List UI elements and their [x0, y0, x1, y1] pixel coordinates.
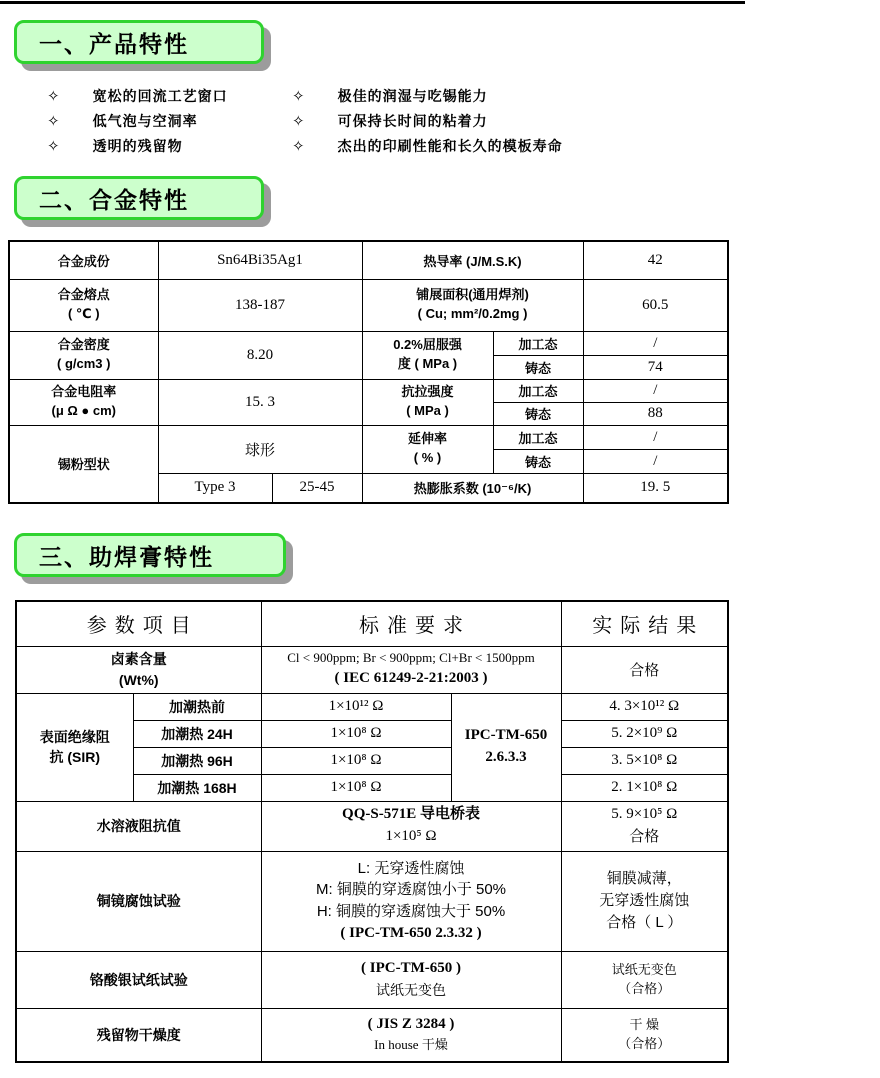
silver-chromate-label: 铬酸银试纸试验: [16, 951, 261, 1008]
feature-text: 透明的残留物: [92, 138, 183, 154]
label-line: ( MPa ): [406, 403, 449, 418]
sir-condition: 加潮热 24H: [133, 720, 261, 747]
yield-strength-label: [362, 331, 493, 379]
yield-worked-label: 加工态: [493, 331, 583, 355]
feature-text: 杰出的印刷性能和长久的模板寿命: [337, 138, 563, 154]
silver-chromate-standard: [261, 951, 561, 1008]
diamond-bullet-icon: ✧: [47, 138, 60, 155]
powder-shape-label: 锡粉型状: [9, 425, 158, 503]
halogen-result: 合格: [561, 646, 728, 693]
result-line: 5. 9×10⁵ Ω: [611, 806, 678, 823]
feature-text: 可保持长时间的粘着力: [337, 113, 488, 129]
standard-line: QQ-S-571E 导电桥表: [342, 806, 480, 823]
method-line: IPC-TM-650: [464, 727, 548, 744]
feature-text: 低气泡与空洞率: [92, 113, 198, 129]
table-row: [16, 801, 728, 851]
elongation-worked-value: /: [583, 425, 728, 449]
yield-cast-value: 74: [583, 355, 728, 379]
table-header-row: [16, 601, 728, 646]
sir-standard: 1×10⁸ Ω: [261, 720, 451, 747]
melting-point-label: [9, 279, 158, 331]
spread-area-label: [362, 279, 583, 331]
elongation-cast-value: /: [583, 449, 728, 473]
tensile-strength-label: [362, 379, 493, 425]
label-line: ( % ): [413, 450, 442, 465]
yield-worked-value: /: [583, 331, 728, 355]
diamond-bullet-icon: ✧: [292, 88, 305, 105]
table-row: [16, 951, 728, 1008]
table-row: [16, 851, 728, 951]
result-line: （合格）: [618, 1035, 671, 1051]
section1-title: 一、产品特性: [39, 30, 189, 57]
sir-standard: 1×10¹² Ω: [261, 693, 451, 720]
section3-title: 三、助焊膏特性: [39, 543, 214, 570]
table-row: [9, 425, 728, 449]
label-line: 抗 (SIR): [49, 749, 101, 765]
tensile-worked-label: 加工态: [493, 379, 583, 402]
tensile-cast-value: 88: [583, 402, 728, 425]
halogen-label: [16, 646, 261, 693]
cte-label: 热膨胀系数 (10⁻⁶/K): [362, 473, 583, 503]
label-line: 合金密度: [57, 337, 110, 353]
label-line: 铺展面积(通用焊剂): [416, 287, 529, 303]
copper-mirror-result: [561, 851, 728, 951]
standard-line: H: 铜膜的穿透腐蚀大于 50%: [316, 903, 506, 920]
header-parameter: 参数项目: [16, 601, 261, 646]
thermal-conductivity-label: 热导率 (J/M.S.K): [362, 241, 583, 279]
sir-result: 5. 2×10⁹ Ω: [561, 720, 728, 747]
section3-header: [14, 533, 286, 577]
label-line: 卤素含量: [110, 651, 167, 668]
feature-item: [47, 111, 198, 131]
density-label: [9, 331, 158, 379]
powder-type: Type 3: [158, 473, 272, 503]
result-line: （合格）: [618, 980, 671, 996]
yield-cast-label: 铸态: [493, 355, 583, 379]
halogen-standard: [261, 646, 561, 693]
copper-mirror-standard: [261, 851, 561, 951]
label-line: 0.2%屈服强: [393, 337, 462, 353]
table-row: [9, 241, 728, 279]
label-line: (μ Ω ● cm): [51, 403, 116, 418]
sir-label: [16, 693, 133, 801]
standard-line: ( IPC-TM-650 ): [361, 960, 461, 977]
dryness-result: [561, 1008, 728, 1062]
section2-header: [14, 176, 264, 220]
label-line: ( Cu; mm²/0.2mg ): [417, 306, 528, 321]
result-line: 合格（ L ）: [606, 913, 683, 931]
diamond-bullet-icon: ✧: [47, 88, 60, 105]
result-line: 无穿透性腐蚀: [599, 892, 690, 910]
method-line: 2.6.3.3: [485, 749, 527, 765]
alloy-composition-label: 合金成份: [9, 241, 158, 279]
feature-text: 宽松的回流工艺窗口: [92, 88, 228, 104]
resistivity-label: [9, 379, 158, 425]
sir-standard: 1×10⁸ Ω: [261, 774, 451, 801]
table-row: [16, 646, 728, 693]
standard-line: Cl < 900ppm; Br < 900ppm; Cl+Br < 1500ppm: [287, 650, 535, 666]
section2-title: 二、合金特性: [39, 186, 189, 213]
elongation-worked-label: 加工态: [493, 425, 583, 449]
elongation-cast-label: 铸态: [493, 449, 583, 473]
top-rule: [0, 1, 745, 4]
label-line: 延伸率: [408, 431, 448, 447]
resistivity-value: 15. 3: [158, 379, 362, 425]
label-line: 表面绝缘阻: [39, 728, 110, 745]
label-line: ( g/cm3 ): [57, 356, 111, 371]
standard-line: 1×10⁵ Ω: [385, 828, 437, 844]
silver-chromate-result: [561, 951, 728, 1008]
dryness-label: 残留物干燥度: [16, 1008, 261, 1062]
flux-properties-table: [15, 600, 729, 1063]
tensile-worked-value: /: [583, 379, 728, 402]
elongation-label: [362, 425, 493, 473]
melting-point-value: 138-187: [158, 279, 362, 331]
feature-item: [47, 86, 228, 106]
aqueous-label: 水溶液阻抗值: [16, 801, 261, 851]
powder-shape-value: 球形: [158, 425, 362, 473]
table-row: [9, 279, 728, 331]
header-result: 实际结果: [561, 601, 728, 646]
label-line: ( ℃ ): [67, 306, 100, 321]
cte-value: 19. 5: [583, 473, 728, 503]
powder-size: 25-45: [272, 473, 362, 503]
label-line: (Wt%): [118, 671, 159, 688]
alloy-properties-table: [8, 240, 729, 504]
diamond-bullet-icon: ✧: [292, 138, 305, 155]
diamond-bullet-icon: ✧: [47, 113, 60, 130]
result-line: 试纸无变色: [611, 961, 677, 977]
tensile-cast-label: 铸态: [493, 402, 583, 425]
label-line: 度 ( MPa ): [397, 356, 458, 371]
standard-line: ( IEC 61249-2-21:2003 ): [334, 670, 488, 687]
feature-item: [292, 111, 488, 131]
sir-result: 3. 5×10⁸ Ω: [561, 747, 728, 774]
diamond-bullet-icon: ✧: [292, 113, 305, 130]
standard-line: In house 干燥: [374, 1037, 448, 1053]
result-line: 铜膜减薄，: [606, 870, 682, 888]
alloy-composition-value: Sn64Bi35Ag1: [158, 241, 362, 279]
table-row: [9, 379, 728, 402]
table-row: [16, 693, 728, 720]
label-line: 合金电阻率: [51, 384, 117, 400]
label-line: 合金熔点: [57, 287, 110, 303]
label-line: 抗拉强度: [401, 384, 454, 400]
sir-standard: 1×10⁸ Ω: [261, 747, 451, 774]
header-standard: 标准要求: [261, 601, 561, 646]
feature-item: [292, 136, 563, 156]
standard-line: ( JIS Z 3284 ): [367, 1016, 455, 1033]
dryness-standard: [261, 1008, 561, 1062]
sir-result: 2. 1×10⁸ Ω: [561, 774, 728, 801]
aqueous-result: [561, 801, 728, 851]
spread-area-value: 60.5: [583, 279, 728, 331]
aqueous-standard: [261, 801, 561, 851]
thermal-conductivity-value: 42: [583, 241, 728, 279]
density-value: 8.20: [158, 331, 362, 379]
feature-item: [292, 86, 488, 106]
sir-condition: 加潮热 96H: [133, 747, 261, 774]
result-line: 干 燥: [629, 1016, 660, 1032]
feature-text: 极佳的润湿与吃锡能力: [337, 88, 488, 104]
standard-line: M: 铜膜的穿透腐蚀小于 50%: [315, 881, 507, 899]
table-row: [16, 1008, 728, 1062]
sir-result: 4. 3×10¹² Ω: [561, 693, 728, 720]
standard-line: 试纸无变色: [376, 982, 446, 999]
section1-header: [14, 20, 264, 64]
feature-item: [47, 136, 183, 156]
sir-condition: 加潮热前: [133, 693, 261, 720]
sir-condition: 加潮热 168H: [133, 774, 261, 801]
copper-mirror-label: 铜镜腐蚀试验: [16, 851, 261, 951]
result-line: 合格: [629, 828, 660, 845]
table-row: [9, 331, 728, 355]
sir-method: [451, 693, 561, 801]
standard-line: ( IPC-TM-650 2.3.32 ): [340, 924, 482, 941]
standard-line: L: 无穿透性腐蚀: [357, 859, 465, 877]
